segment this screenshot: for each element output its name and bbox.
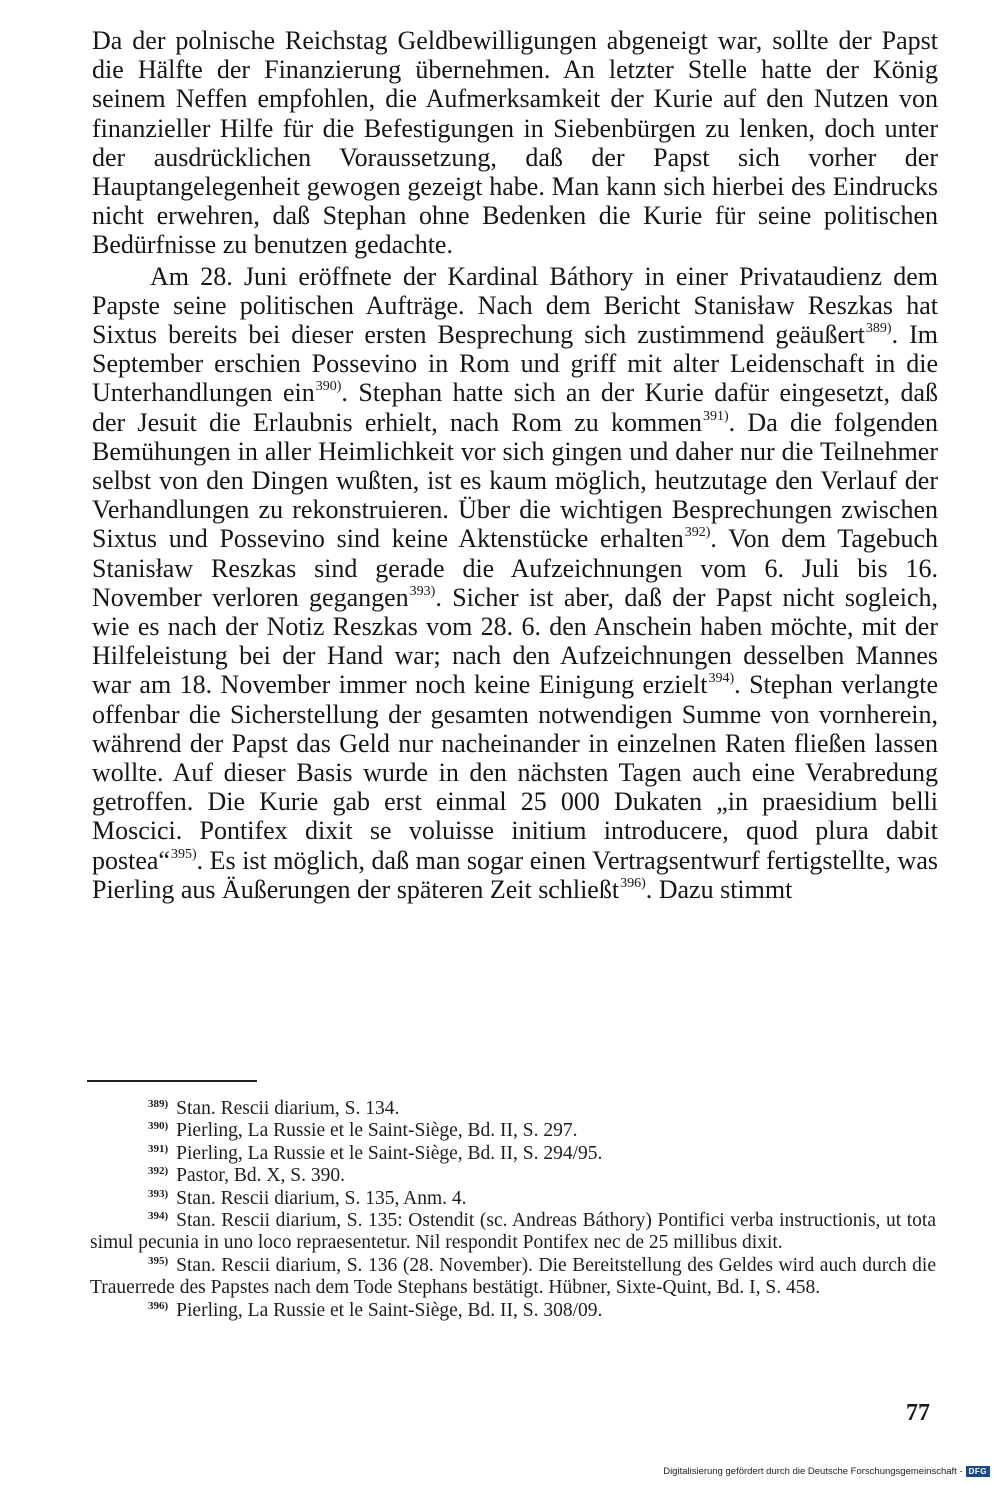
footnote-ref-394[interactable]: 394) <box>708 671 735 687</box>
footnote-text: Stan. Rescii diarium, S. 135: Ostendit (sc. Andreas Báthory) Pontifici verba instructionis, ut tota simul pecunia in uno loco repraesentetur. Nil respondit Pontifex nec de 25 millibus dixit. <box>90 1210 936 1254</box>
funding-credit <box>663 1466 990 1477</box>
dfg-logo-icon: DFG <box>966 1466 990 1477</box>
footnote-number: 389) <box>148 1098 169 1110</box>
paragraph-1: Da der polnische Reichstag Geldbewilligungen abgeneigt war, sollte der Papst die Hälfte der Finanzierung übernehmen. An letzter Stelle hatte der König seinem Neffen empfohlen, die Aufmerksamkeit der Kurie auf den Nutzen von finanzieller Hilfe für die Befestigungen in Siebenbürgen zu lenken, doch unter der ausdrücklichen Voraussetzung, daß der Papst sich vorher der Hauptangelegenheit gewogen gezeigt habe. Man kann sich hierbei des Eindrucks nicht erwehren, daß Stephan ohne Bedenken die Kurie für seine politischen Bedürfnisse zu benutzen gedachte. <box>92 26 938 260</box>
footnote-number: 396) <box>148 1299 169 1312</box>
text-segment: . Stephan verlangte offenbar die Sicherstellung der gesamten notwendigen Summe von vornherein, während der Papst das Geld nur nacheinander in einzelnen Raten fließen lassen wollte. Auf dieser Basis wurde in den nächsten Tagen auch eine Verabredung getroffen. Die Kurie gab erst einmal 25 000 Dukaten „in praesidium belli Moscici. Pontifex dixit se voluisse initium introducere, quod plura dabit postea“ <box>92 670 939 875</box>
main-text <box>92 26 938 904</box>
footnote-393 <box>90 1188 936 1210</box>
footnote-389 <box>90 1098 936 1120</box>
footnote-divider <box>87 1080 257 1082</box>
footnote-number: 391) <box>148 1142 169 1155</box>
footnote-text: Stan. Rescii diarium, S. 135, Anm. 4. <box>176 1187 467 1209</box>
footnote-390 <box>90 1120 936 1142</box>
footnote-395 <box>90 1255 936 1300</box>
page-body <box>92 26 938 904</box>
footnote-number: 390) <box>148 1120 169 1133</box>
footnote-number: 392) <box>148 1165 169 1178</box>
footnote-396 <box>90 1300 936 1322</box>
footnotes <box>90 1098 936 1322</box>
footnote-number: 395) <box>148 1254 169 1267</box>
footnote-ref-392[interactable]: 392) <box>684 525 711 541</box>
footnote-ref-395[interactable]: 395) <box>170 846 197 862</box>
text-segment: Am 28. Juni eröffnete der Kardinal Báthory in einer Privataudienz dem Papste seine politischen Aufträge. Nach dem Bericht Stanisław Reszkas hat Sixtus bereits bei dieser ersten Besprechung sich zustimmend geäußert <box>92 261 938 350</box>
footnote-394 <box>90 1210 936 1255</box>
text-segment: . Stephan hatte sich an der Kurie dafür eingesetzt, daß der Jesuit die Erlaubnis erhielt, nach Rom zu kommen <box>92 378 938 437</box>
footnote-text: Pierling, La Russie et le Saint-Siège, Bd. II, S. 308/09. <box>176 1299 603 1321</box>
paragraph-2 <box>92 262 938 904</box>
text-segment: . Sicher ist aber, daß der Papst nicht sogleich, wie es nach der Notiz Reszkas vom 28. 6. den Anschein haben möchte, mit der Hilfeleistung bei der Hand war; nach den Aufzeichnungen desselben Mannes war am 18. November immer noch keine Einigung erzielt <box>92 582 938 700</box>
footnote-391 <box>90 1143 936 1165</box>
footnote-ref-396[interactable]: 396) <box>620 875 646 891</box>
footnote-text: Pierling, La Russie et le Saint-Siège, Bd. II, S. 294/95. <box>176 1142 603 1164</box>
footnote-number: 394) <box>148 1210 169 1223</box>
text-segment: . Dazu stimmt <box>645 874 793 904</box>
footnote-392 <box>90 1165 936 1187</box>
footnote-text: Stan. Rescii diarium, S. 136 (28. November). Die Bereitstellung des Geldes wird auch durch die Trauerrede des Papstes nach dem Tode Stephans bestätigt. Hübner, Sixte-Quint, Bd. I, S. 458. <box>90 1254 936 1299</box>
footnote-ref-391[interactable]: 391) <box>703 408 729 424</box>
page-number: 77 <box>906 1400 930 1426</box>
credit-text: Digitalisierung gefördert durch die Deutsche Forschungsgemeinschaft - <box>663 1466 963 1477</box>
footnote-ref-389[interactable]: 389) <box>865 321 892 337</box>
text-segment: . Da die folgenden Bemühungen in aller Heimlichkeit vor sich gingen und daher nur die Teilnehmer selbst von den Dingen wußten, ist es kaum möglich, heutzutage den Verlauf der Verhandlungen zu rekonstruieren. Über die wichtigen Besprechungen zwischen Sixtus und Possevino sind keine Aktenstücke erhalten <box>92 407 938 554</box>
footnote-text: Pierling, La Russie et le Saint-Siège, Bd. II, S. 297. <box>176 1120 578 1142</box>
footnote-ref-393[interactable]: 393) <box>409 583 436 599</box>
text-segment: . Von dem Tagebuch Stanisław Reszkas sind gerade die Aufzeichnungen vom 6. Juli bis 16. November verloren gegangen <box>92 524 938 612</box>
footnote-number: 393) <box>148 1187 169 1200</box>
text-segment: . Im September erschien Possevino in Rom und griff mit alter Leidenschaft in die Unterhandlungen ein <box>92 320 938 408</box>
footnote-text: Pastor, Bd. X, S. 390. <box>176 1165 345 1187</box>
footnote-text: Stan. Rescii diarium, S. 134. <box>176 1098 400 1119</box>
footnote-ref-390[interactable]: 390) <box>315 379 342 395</box>
text-segment: . Es ist möglich, daß man sogar einen Vertragsentwurf fertigstellte, was Pierling aus Äußerungen der späteren Zeit schließt <box>92 845 938 904</box>
